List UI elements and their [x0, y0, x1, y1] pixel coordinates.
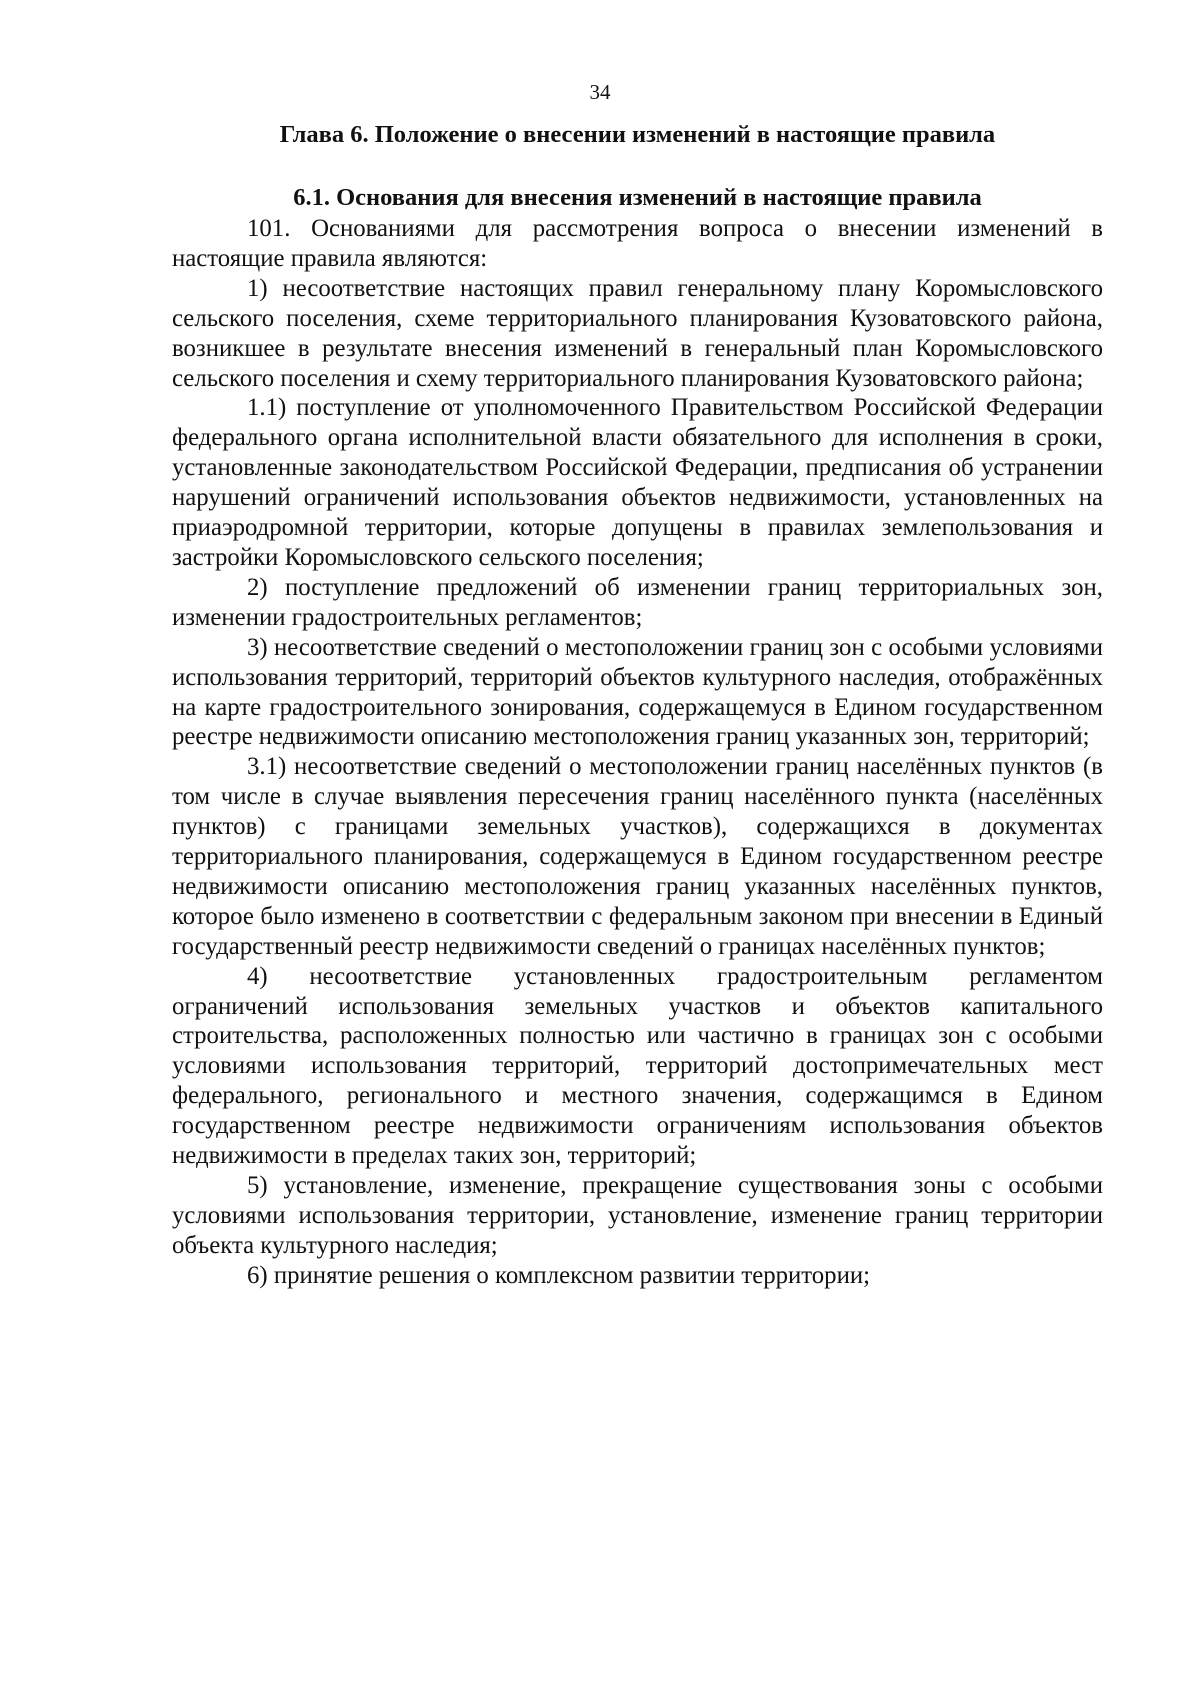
- list-item-2: 2) поступление предложений об изменении границ территориальных зон, изменении градостроительных регламентов;: [172, 573, 1103, 631]
- list-item-6: 6) принятие решения о комплексном развитии территории;: [247, 1261, 871, 1289]
- list-item-5: 5) установление, изменение, прекращение существования зоны с особыми условиями использования территории, установление, изменение границ территории объекта культурного наследия;: [172, 1172, 1103, 1259]
- list-item-1: 1) несоответствие настоящих правил генеральному плану Коромысловского сельского поселения, схеме территориального планирования Кузоватовского района, возникшее в результате внесения изменений в генеральный план Коромысловского сельского поселения и схему территориального планирования Кузоватовского района;: [172, 274, 1103, 392]
- list-item-1-1: 1.1) поступление от уполномоченного Правительством Российской Федерации федерального органа исполнительной власти обязательного для исполнения в сроки, установленные законодательством Российской Федерации, предписания об устранении нарушений ограничений использования объектов недвижимости, установленных на приаэродромной территории, которые допущены в правилах землепользования и застройки Коромысловского сельского поселения;: [172, 394, 1103, 571]
- section-title: 6.1. Основания для внесения изменений в настоящие правила: [293, 184, 982, 211]
- chapter-title: Глава 6. Положение о внесении изменений в настоящие правила: [279, 121, 996, 148]
- document-body: [172, 214, 1103, 1291]
- paragraph-101: 101. Основаниями для рассмотрения вопроса о внесении изменений в настоящие правила являются:: [172, 215, 1103, 272]
- list-item-4: 4) несоответствие установленных градостроительным регламентом ограничений использования земельных участков и объектов капитального строительства, расположенных полностью или частично в границах зон с особыми условиями использования территорий, территорий достопримечательных мест федерального, регионального и местного значения, содержащимся в Едином государственном реестре недвижимости ограничениям использования объектов недвижимости в пределах таких зон, территорий;: [172, 962, 1103, 1170]
- list-item-3: 3) несоответствие сведений о местоположении границ зон с особыми условиями использования территорий, территорий объектов культурного наследия, отображённых на карте градостроительного зонирования, содержащемуся в Едином государственном реестре недвижимости описанию местоположения границ указанных зон, территорий;: [172, 633, 1103, 751]
- list-item-3-1: 3.1) несоответствие сведений о местоположении границ населённых пунктов (в том числе в случае выявления пересечения границ населённого пункта (населённых пунктов) с границами земельных участков), содержащихся в документах территориального планирования, содержащемуся в Едином государственном реестре недвижимости описанию местоположения границ указанных населённых пунктов, которое было изменено в соответствии с федеральным законом при внесении в Единый государственный реестр недвижимости сведений о границах населённых пунктов;: [172, 753, 1103, 960]
- page-number: 34: [589, 80, 611, 104]
